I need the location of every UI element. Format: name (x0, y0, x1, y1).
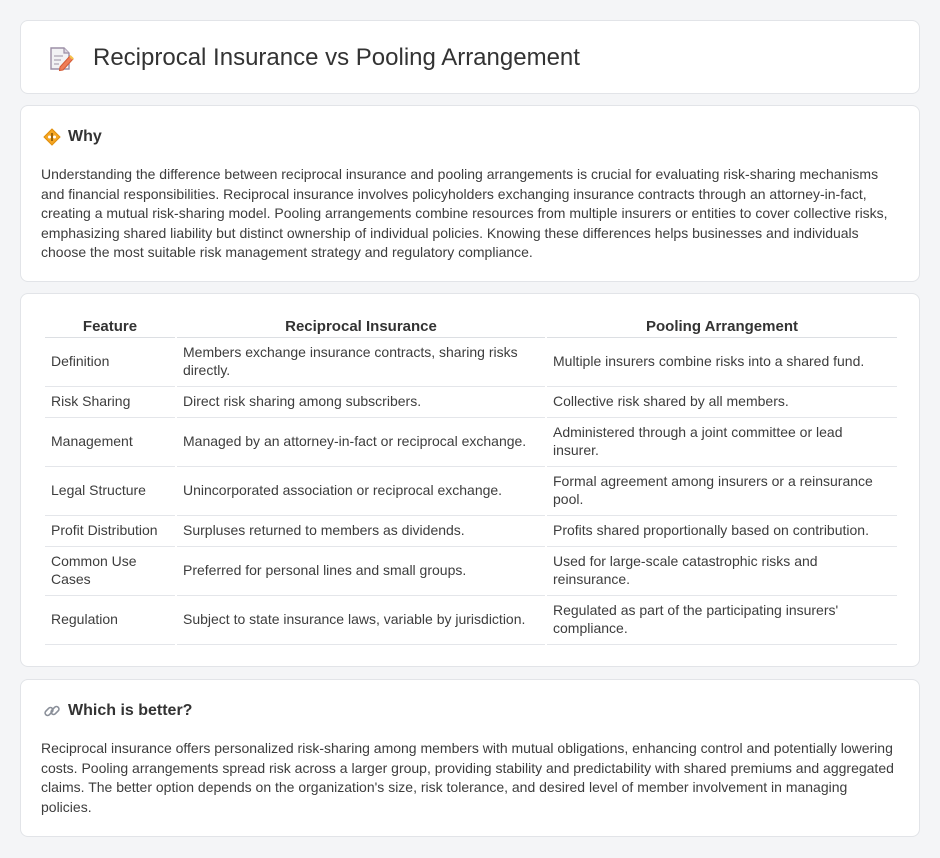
table-row (45, 516, 897, 547)
comparison-section (20, 293, 920, 667)
table-row (45, 467, 897, 516)
table-row (45, 387, 897, 418)
which-better-title: Which is better? (68, 702, 193, 719)
header-card (20, 20, 920, 94)
header-feature: Feature (45, 316, 175, 338)
pooling-cell: Regulated as part of the participating insurers' compliance. (547, 596, 897, 645)
pooling-cell: Collective risk shared by all members. (547, 387, 897, 418)
feature-cell: Profit Distribution (45, 516, 175, 547)
link-icon (43, 702, 61, 720)
header-pooling: Pooling Arrangement (547, 316, 897, 338)
feature-cell: Regulation (45, 596, 175, 645)
why-heading (43, 126, 102, 148)
why-text: Understanding the difference between reciprocal insurance and pooling arrangements is crucial for evaluating risk-sharing mechanisms and financial responsibilities. Reciprocal insurance involves policyholders exchanging insurance contracts through an attorney-in-fact, creating a mutual risk-sharing model. Pooling arrangements combine resources from multiple insurers or entities to cover collective risks, emphasizing shared liability but distinct ownership of individual policies. Knowing these differences helps businesses and individuals choose the most suitable risk management strategy and regulatory compliance. (41, 166, 888, 261)
document-pencil-icon (47, 43, 75, 73)
pooling-cell: Profits shared proportionally based on contribution. (547, 516, 897, 547)
pooling-cell: Multiple insurers combine risks into a shared fund. (547, 338, 897, 387)
reciprocal-cell: Direct risk sharing among subscribers. (177, 387, 545, 418)
warning-diamond-icon (43, 128, 61, 146)
reciprocal-cell: Surpluses returned to members as dividends. (177, 516, 545, 547)
header-reciprocal: Reciprocal Insurance (177, 316, 545, 338)
page-title: Reciprocal Insurance vs Pooling Arrangement (93, 44, 580, 71)
feature-cell: Common Use Cases (45, 547, 175, 596)
why-section (20, 105, 920, 282)
pooling-cell: Formal agreement among insurers or a reinsurance pool. (547, 467, 897, 516)
feature-cell: Definition (45, 338, 175, 387)
reciprocal-cell: Managed by an attorney-in-fact or reciprocal exchange. (177, 418, 545, 467)
reciprocal-cell: Preferred for personal lines and small groups. (177, 547, 545, 596)
which-better-section (20, 679, 920, 837)
reciprocal-cell: Members exchange insurance contracts, sharing risks directly. (177, 338, 545, 387)
why-title: Why (68, 128, 102, 145)
reciprocal-cell: Subject to state insurance laws, variable by jurisdiction. (177, 596, 545, 645)
feature-cell: Risk Sharing (45, 387, 175, 418)
which-better-heading (43, 700, 192, 722)
table-row (45, 338, 897, 387)
pooling-cell: Administered through a joint committee or lead insurer. (547, 418, 897, 467)
feature-cell: Legal Structure (45, 467, 175, 516)
reciprocal-cell: Unincorporated association or reciprocal exchange. (177, 467, 545, 516)
table-row (45, 596, 897, 645)
pooling-cell: Used for large-scale catastrophic risks and reinsurance. (547, 547, 897, 596)
feature-cell: Management (45, 418, 175, 467)
comparison-table (43, 316, 899, 645)
table-row (45, 547, 897, 596)
table-header-row (45, 316, 897, 338)
table-row (45, 418, 897, 467)
which-better-text: Reciprocal insurance offers personalized risk-sharing among members with mutual obligations, enhancing control and potentially lowering costs. Pooling arrangements spread risk across a larger group, providing stability and predictability with shared premiums and aggregated claims. The better option depends on the organization's size, risk tolerance, and desired level of member involvement in managing policies. (41, 740, 894, 815)
